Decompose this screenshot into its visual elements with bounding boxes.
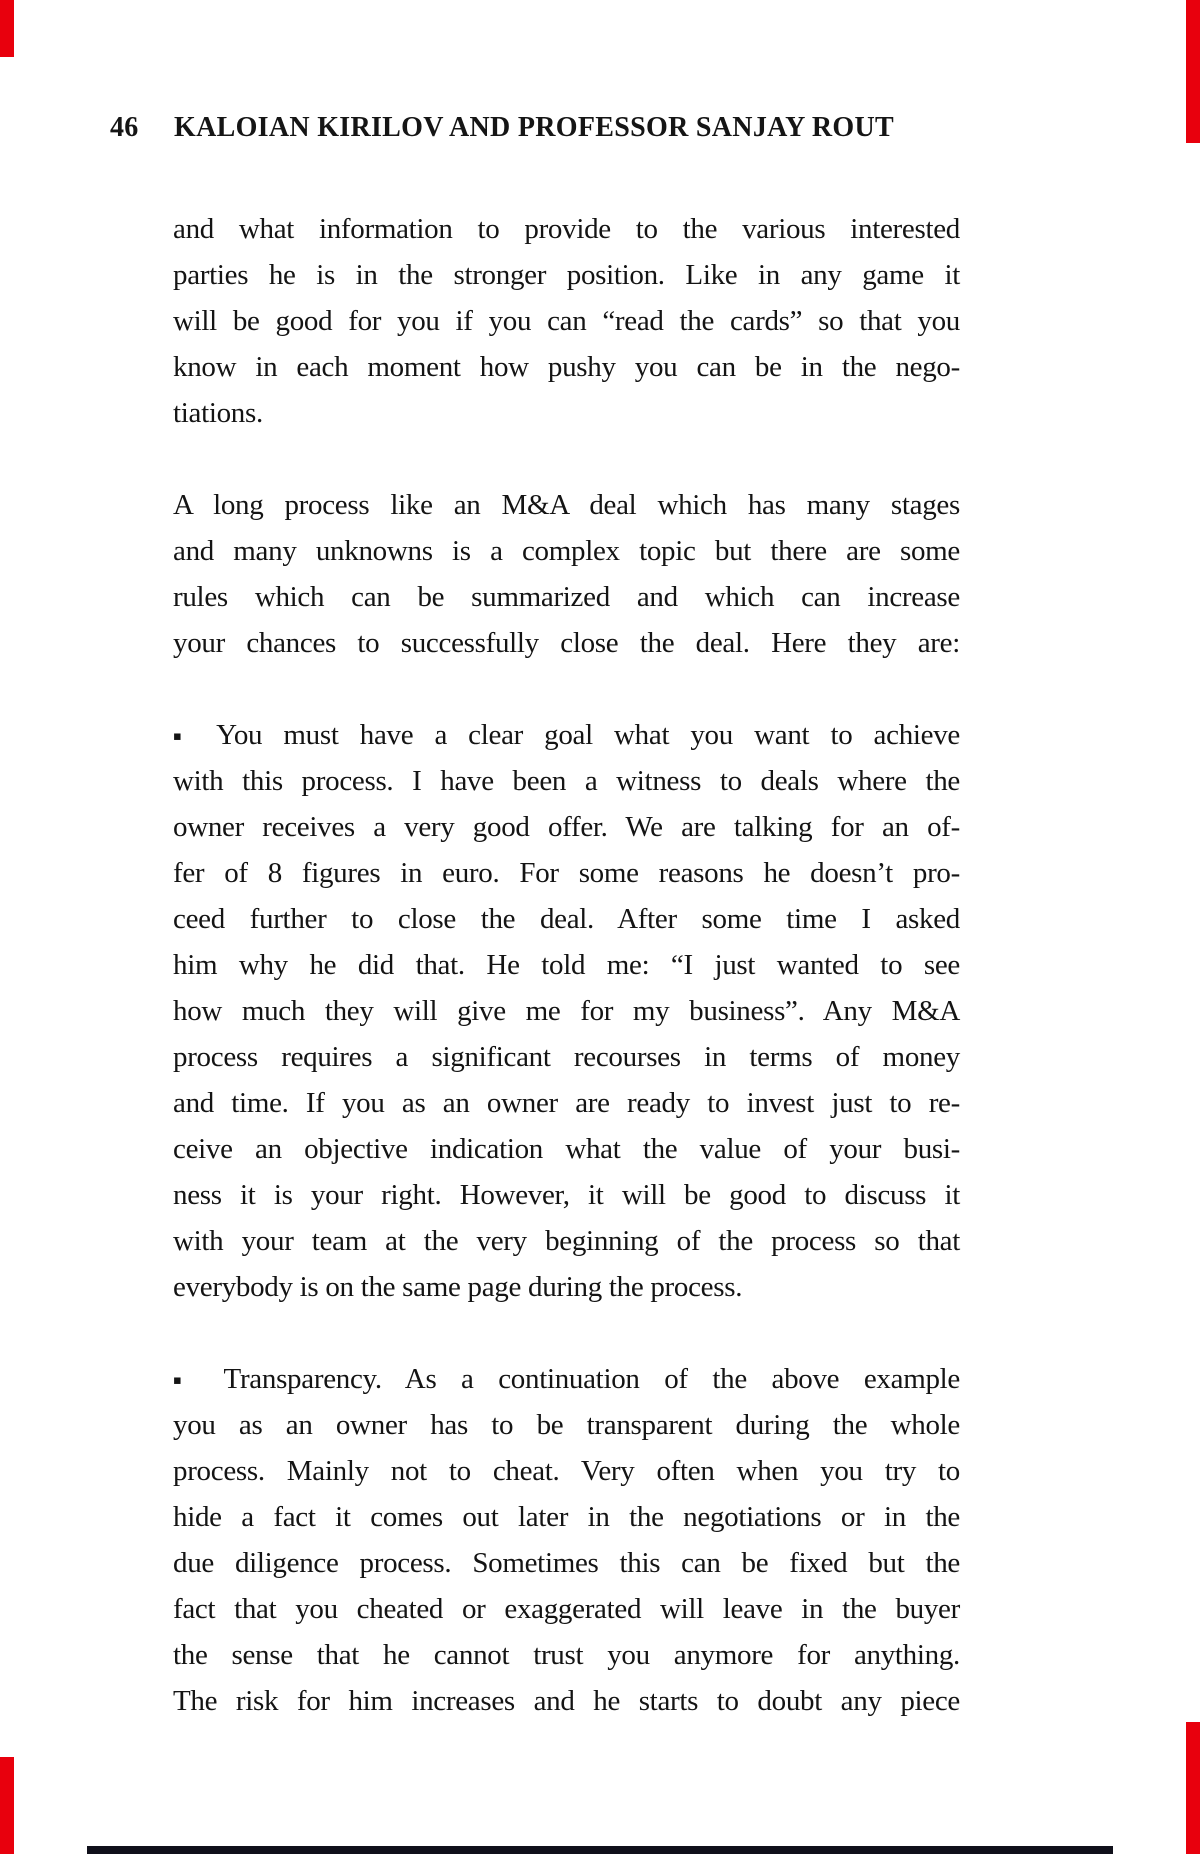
text-line: tiations. bbox=[173, 397, 263, 429]
edge-strip-top-left bbox=[0, 0, 14, 57]
text-line: with this process. I have been a witness to deals where the bbox=[173, 765, 960, 797]
paragraph bbox=[173, 482, 960, 666]
text-line: ness it is your right. However, it will be good to discuss it bbox=[173, 1179, 960, 1211]
text-line: A long process like an M&A deal which has many stages bbox=[173, 489, 960, 521]
text-line: parties he is in the stronger position. Like in any game it bbox=[173, 259, 960, 291]
text-line: due diligence process. Sometimes this can be fixed but the bbox=[173, 1547, 960, 1579]
edge-strip-bottom-right bbox=[1186, 1722, 1200, 1854]
text-line: ▪ Transparency. As a continuation of the above example bbox=[173, 1363, 960, 1395]
paragraph bbox=[173, 206, 960, 436]
text-line: hide a fact it comes out later in the negotiations or in the bbox=[173, 1501, 960, 1533]
text-line: The risk for him increases and he starts to doubt any piece bbox=[173, 1685, 960, 1717]
text-line: how much they will give me for my business”. Any M&A bbox=[173, 995, 960, 1027]
text-line: and what information to provide to the various interested bbox=[173, 213, 960, 245]
text-line: and time. If you as an owner are ready to invest just to re- bbox=[173, 1087, 960, 1119]
running-header bbox=[0, 112, 1200, 146]
header-title: KALOIAN KIRILOV AND PROFESSOR SANJAY ROUT bbox=[174, 112, 894, 143]
bullet-item bbox=[173, 1356, 960, 1724]
text-line: the sense that he cannot trust you anymore for anything. bbox=[173, 1639, 960, 1671]
text-line: rules which can be summarized and which can increase bbox=[173, 581, 960, 613]
text-line: fer of 8 figures in euro. For some reasons he doesn’t pro- bbox=[173, 857, 960, 889]
text-line: him why he did that. He told me: “I just wanted to see bbox=[173, 949, 960, 981]
edge-strip-bottom-left bbox=[0, 1757, 14, 1854]
text-line: you as an owner has to be transparent during the whole bbox=[173, 1409, 960, 1441]
text-line: owner receives a very good offer. We are talking for an of- bbox=[173, 811, 960, 843]
bullet-icon: ▪ bbox=[173, 729, 197, 744]
text-line: everybody is on the same page during the process. bbox=[173, 1271, 743, 1303]
text-line: will be good for you if you can “read the cards” so that you bbox=[173, 305, 960, 337]
text-line: fact that you cheated or exaggerated will leave in the buyer bbox=[173, 1593, 960, 1625]
body-text bbox=[173, 206, 960, 1724]
text-line: ▪ You must have a clear goal what you want to achieve bbox=[173, 719, 960, 751]
page-number: 46 bbox=[110, 112, 139, 143]
text-line: process requires a significant recourses in terms of money bbox=[173, 1041, 960, 1073]
bullet-item bbox=[173, 712, 960, 1310]
edge-strip-top-right bbox=[1186, 0, 1200, 143]
text-line: process. Mainly not to cheat. Very often when you try to bbox=[173, 1455, 960, 1487]
text-line: your chances to successfully close the deal. Here they are: bbox=[173, 627, 960, 659]
bullet-icon: ▪ bbox=[173, 1373, 200, 1388]
bottom-dark-bar bbox=[87, 1846, 1113, 1854]
text-line: ceed further to close the deal. After some time I asked bbox=[173, 903, 960, 935]
text-line: ceive an objective indication what the value of your busi- bbox=[173, 1133, 960, 1165]
text-line: and many unknowns is a complex topic but there are some bbox=[173, 535, 960, 567]
text-line: with your team at the very beginning of the process so that bbox=[173, 1225, 960, 1257]
text-line: know in each moment how pushy you can be in the nego- bbox=[173, 351, 960, 383]
